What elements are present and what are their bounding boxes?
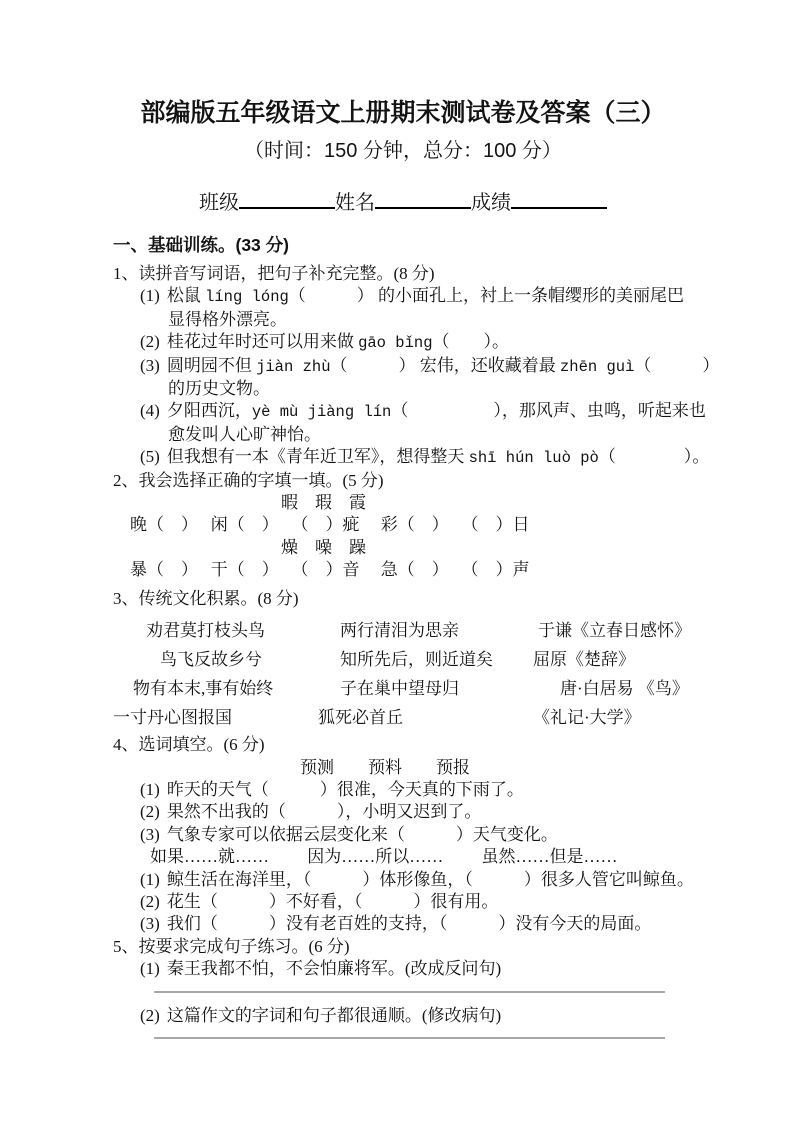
q4-word-bank: 预测 预料 预报 bbox=[300, 757, 470, 777]
item-number: (3) bbox=[140, 355, 160, 375]
exam-time-score-info: （时间：150 分钟，总分：100 分） bbox=[244, 140, 562, 162]
pinyin-text: líng lóng bbox=[205, 288, 289, 307]
culture-cell: 物有本末,事有始终 bbox=[133, 679, 274, 699]
fill-blank: （ ） bbox=[391, 401, 502, 421]
culture-matching-table bbox=[113, 616, 693, 732]
q1-item-3 bbox=[113, 355, 720, 378]
class-blank-line bbox=[239, 187, 335, 209]
item-text: 宏伟，还收藏着最 bbox=[415, 355, 560, 375]
q4-item-a2 bbox=[113, 801, 693, 823]
culture-cell: 狐死必首丘 bbox=[318, 708, 403, 728]
culture-row bbox=[113, 616, 693, 645]
item-number: (5) bbox=[140, 447, 160, 467]
culture-cell: 于谦《立春日感怀》 bbox=[538, 621, 691, 641]
item-number: (1) bbox=[140, 286, 160, 306]
item-text: 秦王我都不怕，不会怕廉将军。(改成反问句) bbox=[166, 959, 502, 979]
item-number: (3) bbox=[140, 824, 160, 844]
item-number: (2) bbox=[140, 332, 160, 352]
q2-fill-row-2: 暴（ ） 干（ ） （ ）音 急（ ） （ ）声 bbox=[130, 560, 530, 580]
item-text: 圆明园不但 bbox=[166, 355, 257, 375]
item-number: (2) bbox=[140, 802, 160, 822]
item-text: 气象专家可以依据云层变化来（ ）天气变化。 bbox=[166, 824, 558, 844]
culture-row bbox=[113, 645, 693, 674]
q2-fill-row-1: 晚（ ） 闲（ ） （ ）疵 彩（ ） （ ）日 bbox=[130, 515, 530, 535]
culture-cell: 屈原《楚辞》 bbox=[533, 650, 635, 670]
item-text: 桂花过年时还可以用来做 bbox=[166, 332, 359, 352]
q5-title: 5、按要求完成句子练习。(6 分) bbox=[113, 936, 350, 956]
answer-line bbox=[154, 1037, 665, 1039]
pinyin-text: yè mù jiàng lín bbox=[251, 403, 392, 422]
pinyin-text: zhēn guì bbox=[560, 357, 635, 376]
item-text: 昨天的天气（ ）很准，今天真的下雨了。 bbox=[166, 779, 524, 799]
q1-title: 1、读拼音写词语，把句子补充完整。(8 分) bbox=[113, 264, 435, 283]
item-text: ，那风声、虫鸣，听起来也 bbox=[501, 401, 706, 421]
q2-title: 2、我会选择正确的字填一填。(5 分) bbox=[113, 470, 384, 490]
item-text: 花生（ ）不好看，（ ）很有用。 bbox=[166, 891, 499, 911]
culture-cell: 鸟飞反故乡兮 bbox=[160, 650, 262, 670]
item-text: 我们（ ）没有老百姓的支持，（ ）没有今天的局面。 bbox=[166, 914, 652, 934]
item-text: 果然不出我的（ ），小明又迟到了。 bbox=[166, 802, 482, 822]
culture-cell: 劝君莫打枝头鸟 bbox=[146, 621, 265, 641]
q5-item-1 bbox=[113, 958, 693, 980]
name-blank-line bbox=[375, 187, 471, 209]
score-blank-line bbox=[511, 187, 607, 209]
item-number: (2) bbox=[140, 1005, 160, 1025]
answer-line bbox=[154, 991, 665, 993]
q3-title: 3、传统文化积累。(8 分) bbox=[113, 588, 299, 608]
fill-blank: （ ） bbox=[432, 332, 492, 352]
item-text: 的小面孔上，衬上一条帽缨形的美丽尾巴 bbox=[373, 286, 685, 306]
q4-title: 4、选词填空。(6 分) bbox=[113, 735, 265, 755]
culture-cell: 两行清泪为思亲 bbox=[340, 621, 459, 641]
fill-blank: （ ） bbox=[598, 447, 693, 467]
q4-item-b3 bbox=[113, 913, 693, 935]
q1-item-3-cont: 的历史文物。 bbox=[168, 379, 270, 399]
student-info-row bbox=[113, 187, 693, 217]
item-number: (1) bbox=[140, 959, 160, 979]
fill-blank: （ ） bbox=[634, 355, 720, 375]
q4-item-a3 bbox=[113, 824, 693, 846]
item-text: 鲸生活在海洋里，（ ）体形像鱼，（ ）很多人管它叫鲸鱼。 bbox=[166, 869, 694, 889]
culture-cell: 《礼记·大学》 bbox=[533, 708, 641, 728]
item-number: (4) bbox=[140, 401, 160, 421]
q2-char-bank-1: 暇 瑕 霞 bbox=[281, 493, 366, 513]
name-label: 姓名 bbox=[335, 192, 375, 214]
pinyin-text: shī hún luò pò bbox=[468, 449, 599, 468]
culture-row bbox=[113, 674, 693, 703]
q4-item-a1 bbox=[113, 779, 693, 801]
fill-blank: （ ） bbox=[288, 286, 374, 306]
culture-row bbox=[113, 703, 693, 732]
item-number: (3) bbox=[140, 914, 160, 934]
q1-item-4-cont: 愈发叫人心旷神怡。 bbox=[168, 424, 321, 444]
q4-conjunction-bank: 如果……就…… 因为……所以…… 虽然……但是…… bbox=[150, 847, 618, 867]
item-text: 。 bbox=[492, 332, 509, 352]
item-text: 。 bbox=[692, 447, 710, 467]
culture-cell: 一寸丹心图报国 bbox=[113, 708, 232, 728]
item-text: 夕阳西沉， bbox=[166, 401, 252, 421]
score-label: 成绩 bbox=[471, 192, 511, 214]
q4-item-b1 bbox=[113, 869, 693, 891]
item-number: (1) bbox=[140, 779, 160, 799]
culture-cell: 知所先后，则近道矣 bbox=[340, 650, 493, 670]
q4-item-b2 bbox=[113, 891, 693, 913]
culture-cell: 唐·白居易 《鸟》 bbox=[560, 679, 689, 699]
section-1-heading: 一、基础训练。(33 分) bbox=[113, 235, 289, 255]
fill-blank: （ ） bbox=[330, 355, 416, 375]
q5-item-2 bbox=[113, 1005, 693, 1027]
q1-item-1 bbox=[113, 285, 693, 308]
q1-item-4 bbox=[113, 400, 706, 423]
q2-char-bank-2: 燥 噪 躁 bbox=[281, 537, 366, 557]
q1-item-5 bbox=[113, 446, 710, 469]
q1-item-1-cont: 显得格外漂亮。 bbox=[168, 309, 287, 329]
culture-cell: 子在巢中望母归 bbox=[340, 679, 459, 699]
class-label: 班级 bbox=[199, 192, 239, 214]
item-text: 松鼠 bbox=[166, 286, 206, 306]
pinyin-text: jiàn zhù bbox=[256, 357, 331, 376]
pinyin-text: gāo bǐng bbox=[358, 334, 433, 353]
item-number: (1) bbox=[140, 869, 160, 889]
item-number: (2) bbox=[140, 891, 160, 911]
item-text: 这篇作文的字词和句子都很通顺。(修改病句) bbox=[166, 1005, 502, 1025]
item-text: 但我想有一本《青年近卫军》，想得整天 bbox=[166, 447, 469, 467]
q1-item-2 bbox=[113, 331, 693, 354]
page-title: 部编版五年级语文上册期末测试卷及答案（三） bbox=[140, 99, 666, 127]
